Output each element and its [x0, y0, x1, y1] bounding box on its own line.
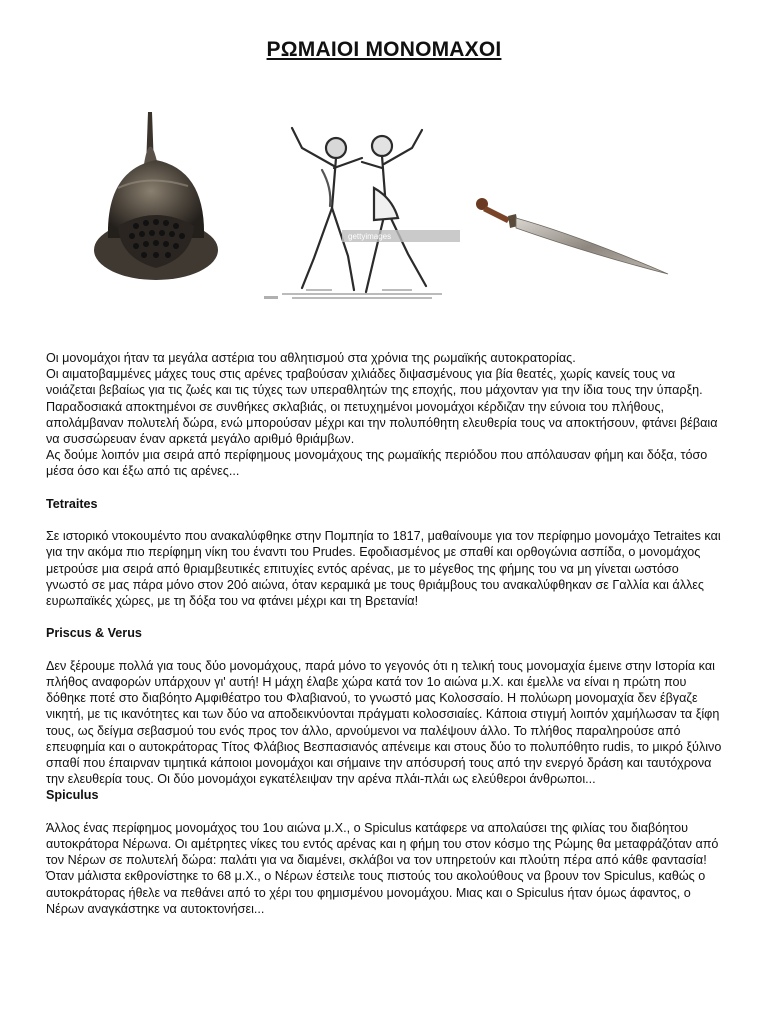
section-text-tetraites: Σε ιστορικό ντοκουμέντο που ανακαλύφθηκε στην Πομπηία το 1817, μαθαίνουμε για τον περίφημο μονομάχο Tetraites και για την ακόμα πιο περίφημη νίκη του έναντι του Prudes. Εφοδιασμένος με σπαθί και ορθογώνια ασπίδα, ο μονομάχος μετρούσε μια σειρά από θριαμβευτικές επιτυχίες εντός αρένας, με το μέγεθος της φήμης του να μη γίνεται ωστόσο γνωστό σε μας πάρα μόνο στον 20ό αιώνα, όταν κεραμικά με τους θριάμβους του ανακαλύφθηκαν σε Γαλλία και άλλες ευρωπαϊκές χώρες, με τη δόξα του να φτάνει μέχρι και τη Βρετανία!	[46, 529, 721, 609]
sword-icon	[470, 192, 680, 278]
section-heading-spiculus: Spiculus	[46, 788, 99, 803]
section-heading-tetraites: Tetraites	[46, 496, 98, 511]
gladius-sword-image	[470, 192, 680, 278]
gladiator-helmet-image	[88, 108, 224, 286]
section-text-spiculus: Άλλος ένας περίφημος μονομάχος του 1ου αιώνα μ.Χ., ο Spiculus κατάφερε να απολαύσει της φιλίας του διαβόητου αυτοκράτορα Νέρωνα. Οι αμέτρητες νίκες του εντός αρένας και η φήμη του στον κόσμο της Ρώμης θα μεταφράζόταν από τον Νέρων σε πολυτελή δώρα: παλάτι για να διαμένει, σκλάβοι να τον υπηρετούν και πλούτη πέρα από κάθε φαντασία! Όταν μάλιστα εκθρονίστηκε το 68 μ.Χ., ο Νέρων έστειλε τους πιστούς του ακολούθους να βρουν τον Spiculus, καθώς ο αυτοκράτορας ήθελε να πεθάνει από το χέρι του φημισμένου μονομάχου. Μιας και ο Spiculus ήταν όμως άφαντος, ο Νέρων αναγκάστηκε να αυτοκτονήσει...	[46, 820, 719, 916]
intro-paragraph: Παραδοσιακά αποκτημένοι σε συνθήκες σκλαβιάς, οι πετυχημένοι μονομάχοι κέρδιζαν την εύνοια του πλήθους, απολάμβαναν πολυτελή δώρα, ενώ μπορούσαν μέχρι και την πολυπόθητη ελευθερία τους να αποκτήσουν, φτάνει βέβαια να συσσώρευαν έναν αρκετά μεγάλο αριθμό θριάμβων.	[46, 399, 718, 447]
intro-paragraph: Οι μονομάχοι ήταν τα μεγάλα αστέρια του αθλητισμού στα χρόνια της ρωμαϊκής αυτοκρατορίας.	[46, 351, 576, 365]
gladiators-fighting-image	[262, 108, 462, 304]
helmet-icon	[88, 108, 224, 286]
intro-paragraph: Ας δούμε λοιπόν μια σειρά από περίφημους μονομάχους της ρωμαϊκής περιόδου που απόλαυσαν φήμη και δόξα, τόσο μέσα όσο και έξω από τις αρένες...	[46, 448, 708, 479]
page-title: ΡΩΜΑΙΟΙ ΜΟΝΟΜΑΧΟΙ	[266, 38, 502, 61]
watermark-text: gettyimages	[348, 232, 392, 241]
article-body	[46, 350, 722, 917]
section-text-priscus-verus: Δεν ξέρουμε πολλά για τους δύο μονομάχους, παρά μόνο το γεγονός ότι η τελική τους μονομαχία έμεινε στην Ιστορία και πλήθος αναφορών υπάρχουν γι' αυτή! Η μάχη έλαβε χώρα κατά τον 1ο αιώνα μ.Χ. και έμελλε να είναι η πρώτη που δόθηκε ποτέ στο διαβόητο Αμφιθέατρο του Φλαβιανού, το γνωστό μας Κολοσσαίο. Η πολύωρη μονομαχία δεν έβγαζε νικητή, με τις ικανότητες και των δύο να αποδεικνύονται πράγματι κολοσσιαίες. Κάποια στιγμή λοιπόν χαμήλωσαν τα ξίφη τους, ως δείγμα σεβασμού του ενός προς τον άλλο, αρνούμενοι να παλέψουν άλλο. Το πλήθος παραληρούσε από επευφημία και ο αυτοκράτορας Τίτος Φλάβιος Βεσπασιανός απένειμε και στους δύο το πολυπόθητο rudis, το μικρό ξύλινο σπαθί που έπαιρναν τιμητικά κάποιοι μονομάχοι και σήμαινε την απόσυρσή τους από την ενεργό δράση και ταυτόχρονα την ελευθερία τους. Οι δύο μονομάχοι εγκατέλειψαν την αρένα πλάι-πλάι ως ελεύθεροι άνθρωποι...	[46, 658, 722, 787]
intro-paragraph: Οι αιματοβαμμένες μάχες τους στις αρένες τραβούσαν χιλιάδες διψασμένους για βία θεατές, χωρίς κανείς τους να νοιάζεται βεβαίως για τις ζωές και τις τύχες των υπεραθλητών της εποχής, που μάχονταν για την ίδια τους την ύπαρξη.	[46, 367, 703, 398]
gladiators-icon	[262, 108, 462, 304]
section-heading-priscus-verus: Priscus & Verus	[46, 626, 142, 641]
